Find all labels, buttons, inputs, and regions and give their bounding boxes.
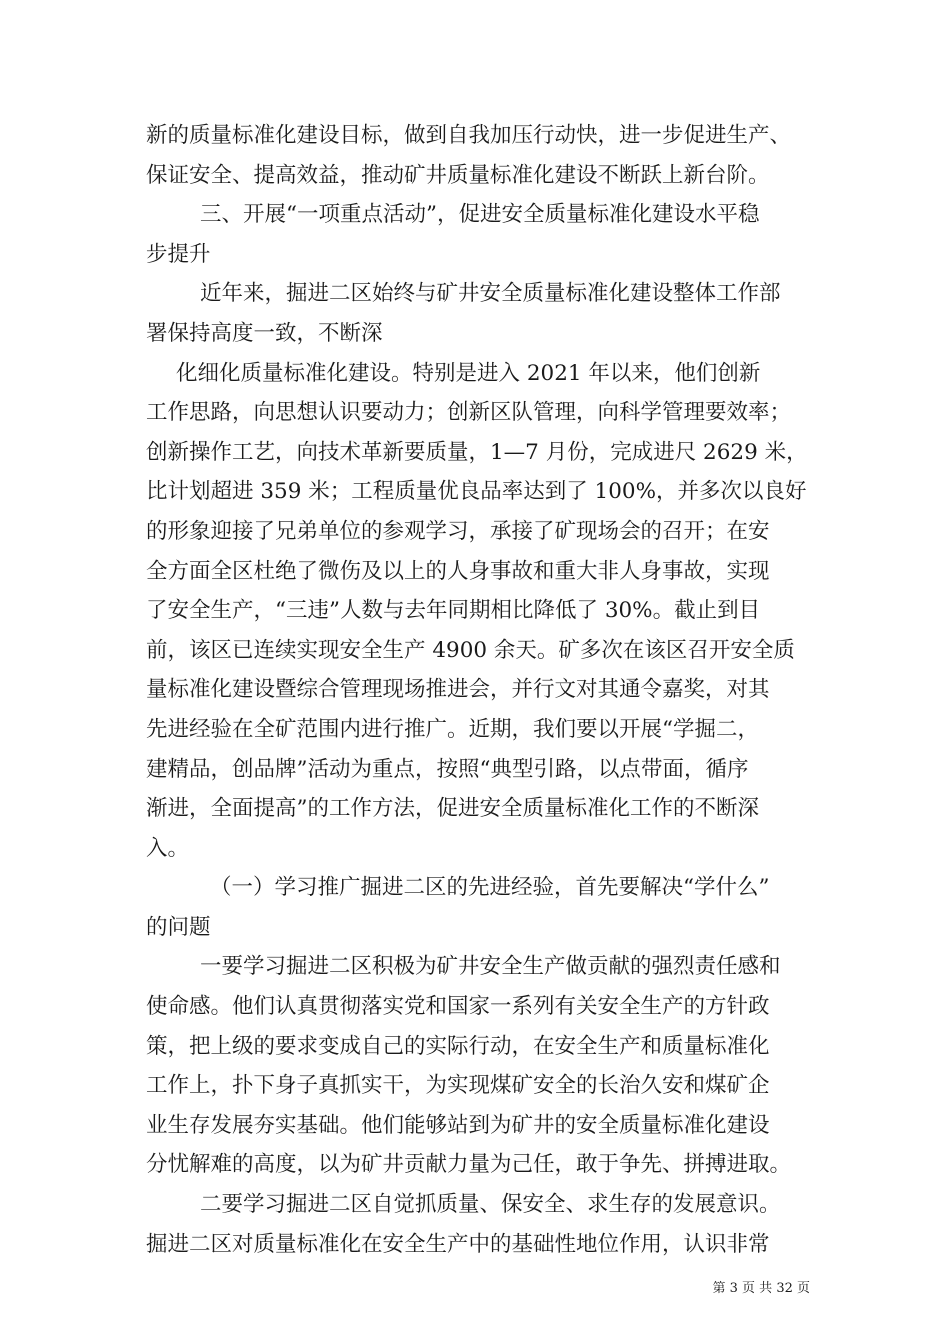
text-line: 二要学习掘进二区自觉抓质量、保安全、求生存的发展意识。 (200, 1192, 781, 1218)
text-line: 前，该区已连续实现安全生产 4900 余天。矿多次在该区召开安全质 (146, 637, 795, 663)
subsection-heading-cont: 的问题 (146, 914, 211, 940)
section-heading-cont: 步提升 (146, 241, 211, 267)
text-line: 先进经验在全矿范围内进行推广。近期，我们要以开展“学掘二， (146, 716, 759, 742)
text-line: 策，把上级的要求变成自己的实际行动，在安全生产和质量标准化 (146, 1033, 770, 1059)
text-line: 全方面全区杜绝了微伤及以上的人身事故和重大非人身事故，实现 (146, 558, 770, 584)
body-text (146, 116, 814, 1264)
text-line: 量标准化建设暨综合管理现场推进会，并行文对其通令嘉奖，对其 (146, 677, 770, 703)
text-line: 化细化质量标准化建设。特别是进入 2021 年以来，他们创新 (176, 360, 761, 386)
text-line: 新的质量标准化建设目标，做到自我加压行动快，进一步促进生产、 (146, 123, 792, 148)
text-line: 分忧解难的高度，以为矿井贡献力量为己任，敢于争先、拼搏进取。 (146, 1152, 792, 1178)
text-line: 的形象迎接了兄弟单位的参观学习，承接了矿现场会的召开；在安 (146, 518, 770, 544)
subsection-heading: （一）学习推广掘进二区的先进经验，首先要解决“学什么” (210, 875, 770, 901)
text-line: 一要学习掘进二区积极为矿井安全生产做贡献的强烈责任感和 (200, 954, 781, 980)
text-line: 比计划超进 359 米；工程质量优良品率达到了 100%，并多次以良好 (146, 479, 807, 505)
text-line: 保证安全、提高效益，推动矿井质量标准化建设不断跃上新台阶。 (146, 162, 770, 188)
text-line: 工作思路，向思想认识要动力；创新区队管理，向科学管理要效率； (146, 400, 792, 426)
section-heading: 三、开展“一项重点活动”，促进安全质量标准化建设水平稳 (200, 202, 760, 228)
text-line: 工作上，扑下身子真抓实干，为实现煤矿安全的长治久安和煤矿企 (146, 1073, 770, 1099)
text-line: 近年来，掘进二区始终与矿井安全质量标准化建设整体工作部 (200, 281, 781, 307)
text-line: 使命感。他们认真贯彻落实党和国家一系列有关安全生产的方针政 (146, 994, 770, 1020)
text-line: 入。 (146, 835, 190, 861)
text-line: 署保持高度一致，不断深 (146, 320, 383, 346)
text-line: 了安全生产，“三违”人数与去年同期相比降低了 30%。截止到目 (146, 598, 761, 624)
text-line: 掘进二区对质量标准化在安全生产中的基础性地位作用，认识非常 (146, 1231, 770, 1257)
page-number: 第 3 页 共 32 页 (712, 1281, 810, 1296)
text-line: 业生存发展夯实基础。他们能够站到为矿井的安全质量标准化建设 (146, 1112, 770, 1138)
text-line: 渐进，全面提高”的工作方法，促进安全质量标准化工作的不断深 (146, 796, 759, 822)
text-line: 建精品，创品牌”活动为重点，按照“典型引路，以点带面，循序 (146, 756, 749, 782)
text-line: 创新操作工艺，向技术革新要质量，1—7 月份，完成进尺 2629 米， (146, 439, 808, 465)
